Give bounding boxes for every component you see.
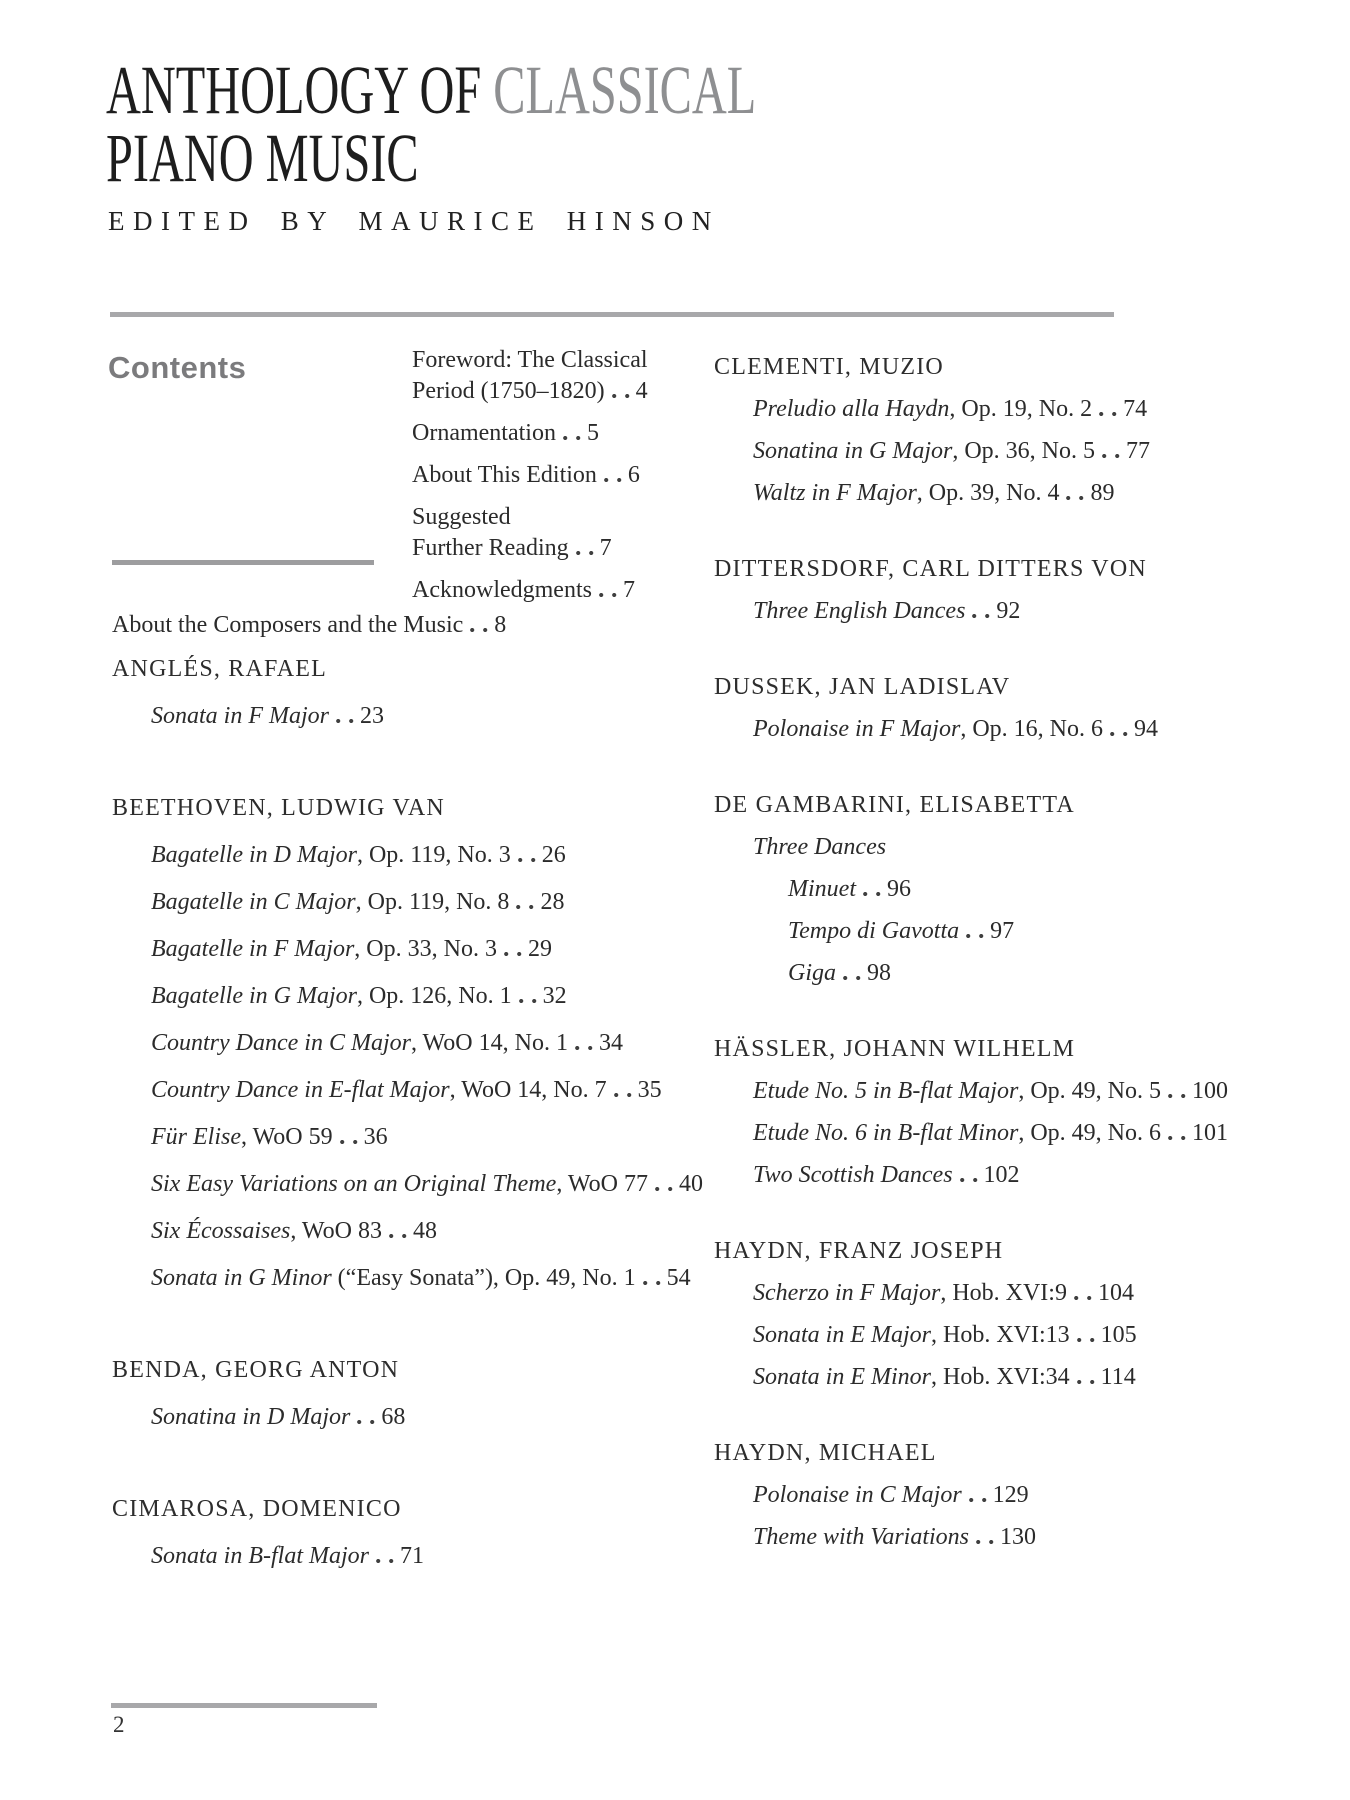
work-detail: , Op. 126, No. 1 — [356, 983, 512, 1009]
work-detail: , Op. 119, No. 3 — [356, 842, 511, 868]
work-title: Six Easy Variations on an Original Theme — [151, 1171, 557, 1197]
toc-entry — [714, 1480, 1114, 1510]
toc-entry — [714, 1160, 1114, 1190]
dot-leader — [516, 905, 534, 909]
composer-heading: BENDA, GEORG ANTON — [112, 1357, 400, 1383]
work-detail: (“Easy Sonata”), Op. 49, No. 1 — [331, 1265, 636, 1291]
entry-page-number: 6 — [627, 462, 640, 488]
work-detail: , Hob. XVI:13 — [931, 1322, 1070, 1348]
work-detail: , WoO 14, No. 7 — [449, 1077, 607, 1103]
toc-entry — [112, 1216, 590, 1246]
dot-leader — [612, 394, 630, 398]
work-detail: , Hob. XVI:9 — [940, 1280, 1067, 1306]
work-detail: , Op. 16, No. 6 — [960, 716, 1103, 742]
entry-page-number: 96 — [886, 876, 911, 902]
dot-leader — [504, 952, 522, 956]
composer-section — [112, 793, 703, 1293]
entry-page-number: 100 — [1191, 1078, 1228, 1104]
toc-entry — [714, 874, 1114, 904]
composer-section — [714, 1034, 1228, 1190]
works-list — [714, 1076, 1228, 1190]
composer-heading: BEETHOVEN, LUDWIG VAN — [112, 795, 445, 821]
entry-title: Period (1750–1820) — [412, 378, 605, 404]
works-list — [714, 714, 1158, 744]
composer-heading: HAYDN, FRANZ JOSEPH — [714, 1238, 1004, 1264]
toc-entry — [714, 714, 1158, 744]
entry-page-number: 54 — [666, 1265, 691, 1291]
entry-page-number: 92 — [996, 598, 1021, 624]
composer-section — [714, 790, 1114, 988]
composer-heading: ANGLÉS, RAFAEL — [112, 656, 328, 682]
entry-page-number: 4 — [635, 378, 648, 404]
dot-leader — [563, 436, 581, 440]
composer-section — [112, 654, 590, 731]
composer-section — [714, 1438, 1114, 1552]
toc-entry — [714, 916, 1114, 946]
entry-page-number: 7 — [622, 577, 635, 603]
work-title: Giga — [788, 960, 836, 986]
edited-by-line: EDITED BY MAURICE HINSON — [108, 206, 720, 236]
dot-leader — [960, 1178, 978, 1182]
toc-entry — [714, 1320, 1137, 1350]
toc-entry — [112, 1541, 590, 1571]
dot-leader — [614, 1093, 632, 1097]
page-title — [106, 52, 757, 196]
top-divider-rule — [110, 312, 1114, 317]
entry-page-number: 29 — [527, 936, 552, 962]
front-matter-entry — [412, 345, 672, 407]
entry-page-number: 36 — [363, 1124, 388, 1150]
front-matter-entry — [412, 418, 672, 449]
dot-leader — [575, 1046, 593, 1050]
dot-leader — [340, 1140, 358, 1144]
toc-entry — [112, 981, 590, 1011]
entry-page-number: 101 — [1191, 1120, 1228, 1146]
toc-entry — [714, 1362, 1136, 1392]
toc-entry — [714, 1118, 1228, 1148]
entry-page-number: 48 — [412, 1218, 437, 1244]
composer-heading: DE GAMBARINI, ELISABETTA — [714, 792, 1075, 818]
work-title: Bagatelle in D Major — [151, 842, 357, 868]
work-title: Sonatina in D Major — [151, 1404, 351, 1430]
work-title: Etude No. 5 in B-flat Major — [753, 1078, 1019, 1104]
title-part-classical: CLASSICAL — [493, 52, 757, 128]
entry-page-number: 104 — [1097, 1280, 1134, 1306]
work-detail: , WoO 59 — [241, 1124, 333, 1150]
work-title: Preludio alla Haydn — [753, 396, 950, 422]
work-detail: , WoO 77 — [556, 1171, 648, 1197]
work-title: Sonatina in G Major — [753, 438, 953, 464]
composer-section — [714, 672, 1158, 744]
work-title: Bagatelle in C Major — [151, 889, 356, 915]
entry-page-number: 8 — [494, 612, 507, 638]
work-title: Bagatelle in F Major — [151, 936, 355, 962]
entry-title: Further Reading — [412, 535, 569, 561]
toc-entry — [112, 701, 590, 731]
entry-page-number: 23 — [360, 703, 384, 729]
composer-section — [714, 1236, 1137, 1392]
dot-leader — [1077, 1338, 1095, 1342]
works-list — [112, 1402, 590, 1432]
work-title: Tempo di Gavotta — [788, 918, 960, 944]
work-title: Scherzo in F Major — [753, 1280, 941, 1306]
entry-page-number: 89 — [1090, 480, 1115, 506]
entry-page-number: 26 — [541, 842, 566, 868]
right-sections — [714, 352, 1228, 1552]
dot-leader — [519, 999, 537, 1003]
entry-title: About the Composers and the Music — [112, 612, 464, 638]
toc-entry — [714, 478, 1114, 508]
entry-page-number: 114 — [1100, 1364, 1136, 1390]
dot-leader — [969, 1498, 987, 1502]
entry-title: About This Edition — [412, 462, 597, 488]
dot-leader — [843, 976, 861, 980]
left-sections — [112, 654, 703, 1571]
footer-page-number: 2 — [113, 1712, 125, 1737]
dot-leader — [1066, 496, 1084, 500]
toc-entry — [714, 1076, 1228, 1106]
dot-leader — [1168, 1136, 1186, 1140]
entry-page-number: 71 — [400, 1543, 424, 1569]
title-part-anthology-of: ANTHOLOGY OF — [106, 52, 494, 128]
work-detail: , Op. 33, No. 3 — [354, 936, 497, 962]
work-title: Polonaise in C Major — [753, 1482, 962, 1508]
dot-leader — [1099, 412, 1117, 416]
dot-leader — [1110, 732, 1128, 736]
composer-heading: CLEMENTI, MUZIO — [714, 354, 944, 380]
work-title: Waltz in F Major — [753, 480, 917, 506]
work-title: Country Dance in C Major — [151, 1030, 411, 1056]
dot-leader — [1102, 454, 1120, 458]
toc-entry — [714, 596, 1114, 626]
work-title: Sonata in E Minor — [753, 1364, 931, 1390]
dot-leader — [643, 1281, 661, 1285]
composer-heading: HAYDN, MICHAEL — [714, 1440, 937, 1466]
dot-leader — [1077, 1380, 1095, 1384]
work-detail: , Hob. XVI:34 — [931, 1364, 1070, 1390]
works-list — [112, 840, 703, 1293]
work-title: Sonata in G Minor — [151, 1265, 332, 1291]
toc-entry — [112, 840, 590, 870]
toc-entry — [112, 1402, 590, 1432]
toc-right-column — [714, 352, 1228, 1552]
entry-page-number: 74 — [1123, 396, 1148, 422]
entry-page-number: 130 — [1000, 1524, 1037, 1550]
dot-leader — [1074, 1296, 1092, 1300]
work-title: Six Écossaises — [151, 1218, 291, 1244]
work-title: Etude No. 6 in B-flat Minor — [753, 1120, 1019, 1146]
toc-entry — [112, 887, 590, 917]
work-title: Sonata in E Major — [753, 1322, 931, 1348]
front-matter-entry — [412, 460, 672, 491]
dot-leader — [576, 551, 594, 555]
entry-page-number: 98 — [867, 960, 891, 986]
work-detail: , Op. 49, No. 5 — [1018, 1078, 1161, 1104]
entry-title: Ornamentation — [412, 420, 556, 446]
footer-divider-rule — [111, 1703, 377, 1708]
works-list — [112, 701, 590, 731]
composer-section — [714, 352, 1151, 508]
entry-page-number: 129 — [992, 1482, 1029, 1508]
entry-page-number: 32 — [542, 983, 567, 1009]
works-list — [714, 1480, 1114, 1552]
dot-leader — [976, 1540, 994, 1544]
toc-entry — [112, 1028, 623, 1058]
toc-entry — [112, 1075, 662, 1105]
works-list — [714, 596, 1114, 626]
dot-leader — [655, 1187, 673, 1191]
work-detail: , WoO 83 — [290, 1218, 382, 1244]
toc-entry — [714, 958, 1114, 988]
work-title: Country Dance in E-flat Major — [151, 1077, 450, 1103]
dot-leader — [1168, 1094, 1186, 1098]
front-matter-entry — [412, 575, 672, 606]
toc-entry — [714, 1522, 1114, 1552]
entry-page-number: 105 — [1100, 1322, 1137, 1348]
composer-section — [714, 554, 1147, 626]
work-title: Two Scottish Dances — [753, 1162, 953, 1188]
toc-entry — [112, 1122, 590, 1152]
entry-page-number: 77 — [1126, 438, 1151, 464]
dot-leader — [863, 892, 881, 896]
dot-leader — [604, 478, 622, 482]
toc-left-column — [112, 610, 703, 1571]
work-title: Three English Dances — [753, 598, 966, 624]
composer-heading: CIMAROSA, DOMENICO — [112, 1496, 402, 1522]
work-title: Bagatelle in G Major — [151, 983, 357, 1009]
title-part-piano-music: PIANO MUSIC — [106, 120, 419, 196]
works-list — [714, 832, 1114, 988]
work-title: Sonata in B-flat Major — [151, 1543, 369, 1569]
toc-entry — [112, 1169, 703, 1199]
entry-page-number: 68 — [381, 1404, 406, 1430]
toc-entry — [112, 1263, 691, 1293]
works-list — [112, 1541, 590, 1571]
work-detail: , Op. 19, No. 2 — [949, 396, 1093, 422]
entry-page-number: 5 — [586, 420, 599, 446]
entry-page-number: 94 — [1134, 716, 1158, 742]
work-title: Minuet — [788, 876, 856, 902]
entry-page-number: 7 — [599, 535, 612, 561]
dot-leader — [966, 934, 984, 938]
entry-page-number: 28 — [540, 889, 565, 915]
toc-entry — [714, 394, 1148, 424]
work-detail: , Op. 49, No. 6 — [1018, 1120, 1161, 1146]
composer-section — [112, 1494, 590, 1571]
work-title: Three Dances — [753, 834, 887, 860]
composer-section — [112, 1355, 590, 1432]
works-list — [714, 1278, 1137, 1392]
entry-page-number: 35 — [637, 1077, 662, 1103]
work-detail: , WoO 14, No. 1 — [410, 1030, 568, 1056]
work-title: Theme with Variations — [753, 1524, 970, 1550]
toc-entry-about-composers — [112, 610, 590, 640]
work-detail: , Op. 119, No. 8 — [355, 889, 510, 915]
contents-heading: Contents — [108, 350, 247, 385]
composer-heading: DUSSEK, JAN LADISLAV — [714, 674, 1011, 700]
toc-entry — [714, 436, 1151, 466]
works-list — [714, 394, 1151, 508]
dot-leader — [972, 614, 990, 618]
dot-leader — [357, 1420, 375, 1424]
dot-leader — [389, 1234, 407, 1238]
toc-entry — [714, 832, 1114, 862]
entry-title-line1: Suggested — [412, 504, 511, 530]
work-detail: , Op. 36, No. 5 — [952, 438, 1096, 464]
work-title: Polonaise in F Major — [753, 716, 961, 742]
entry-page-number: 40 — [678, 1171, 703, 1197]
dot-leader — [599, 593, 617, 597]
dot-leader — [470, 628, 488, 632]
front-matter-list — [412, 345, 672, 606]
entry-page-number: 34 — [598, 1030, 623, 1056]
composer-heading: HÄSSLER, JOHANN WILHELM — [714, 1036, 1076, 1062]
work-title: Für Elise — [151, 1124, 241, 1150]
entry-title-line1: Foreword: The Classical — [412, 347, 648, 373]
front-matter-entry — [412, 502, 672, 564]
toc-entry — [714, 1278, 1134, 1308]
entry-page-number: 102 — [983, 1162, 1020, 1188]
dot-leader — [376, 1559, 394, 1563]
entry-page-number: 97 — [990, 918, 1015, 944]
dot-leader — [336, 719, 354, 723]
dot-leader — [518, 858, 536, 862]
contents-divider-rule — [112, 560, 374, 565]
entry-title: Acknowledgments — [412, 577, 592, 603]
composer-heading: DITTERSDORF, CARL DITTERS VON — [714, 556, 1147, 582]
work-detail: , Op. 39, No. 4 — [916, 480, 1060, 506]
work-title: Sonata in F Major — [151, 703, 329, 729]
toc-entry — [112, 934, 590, 964]
